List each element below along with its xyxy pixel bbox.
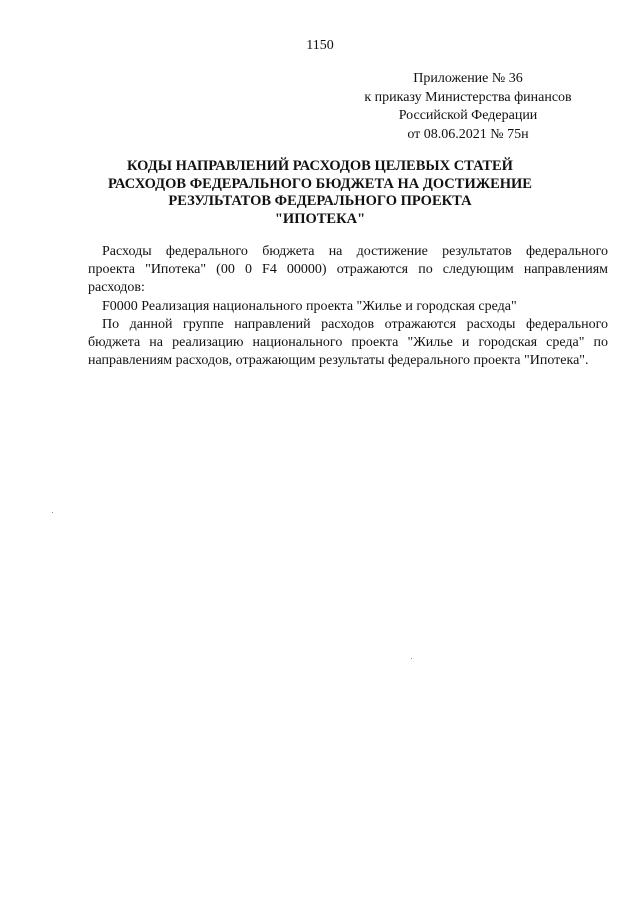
paragraph-line: направлениям расходов, отражающим результаты федерального проекта "Ипотека". — [88, 353, 589, 368]
appendix-header — [338, 70, 598, 144]
scan-speck — [411, 658, 412, 659]
paragraph-line: Расходы федерального бюджета на достижение результатов федерального — [102, 244, 608, 259]
page-number: 1150 — [306, 38, 334, 53]
paragraph-line: бюджета на реализацию национального проекта "Жилье и городская среда" по — [88, 335, 608, 350]
document-title — [80, 158, 560, 228]
appendix-federation: Российской Федерации — [398, 108, 538, 123]
paragraph-line: По данной группе направлений расходов отражаются расходы федерального — [102, 317, 608, 332]
intro-paragraph — [88, 243, 608, 297]
scan-speck — [52, 512, 53, 513]
title-line: КОДЫ НАПРАВЛЕНИЙ РАСХОДОВ ЦЕЛЕВЫХ СТАТЕЙ — [127, 158, 513, 174]
appendix-number: Приложение № 36 — [413, 71, 523, 86]
direction-code-entry: F0000 Реализация национального проекта "Жилье и городская среда" — [102, 299, 517, 314]
title-line: РЕЗУЛЬТАТОВ ФЕДЕРАЛЬНОГО ПРОЕКТА — [168, 193, 472, 209]
document-body — [88, 243, 608, 370]
paragraph-line: проекта "Ипотека" (00 0 F4 00000) отражаются по следующим направлениям — [88, 262, 608, 277]
paragraph-line: расходов: — [88, 280, 145, 295]
title-line: РАСХОДОВ ФЕДЕРАЛЬНОГО БЮДЖЕТА НА ДОСТИЖЕНИЕ — [108, 175, 532, 192]
appendix-date: от 08.06.2021 № 75н — [407, 126, 529, 142]
group-paragraph — [88, 316, 608, 370]
appendix-order-ref: к приказу Министерства финансов — [364, 89, 572, 105]
title-line: "ИПОТЕКА" — [274, 210, 366, 227]
